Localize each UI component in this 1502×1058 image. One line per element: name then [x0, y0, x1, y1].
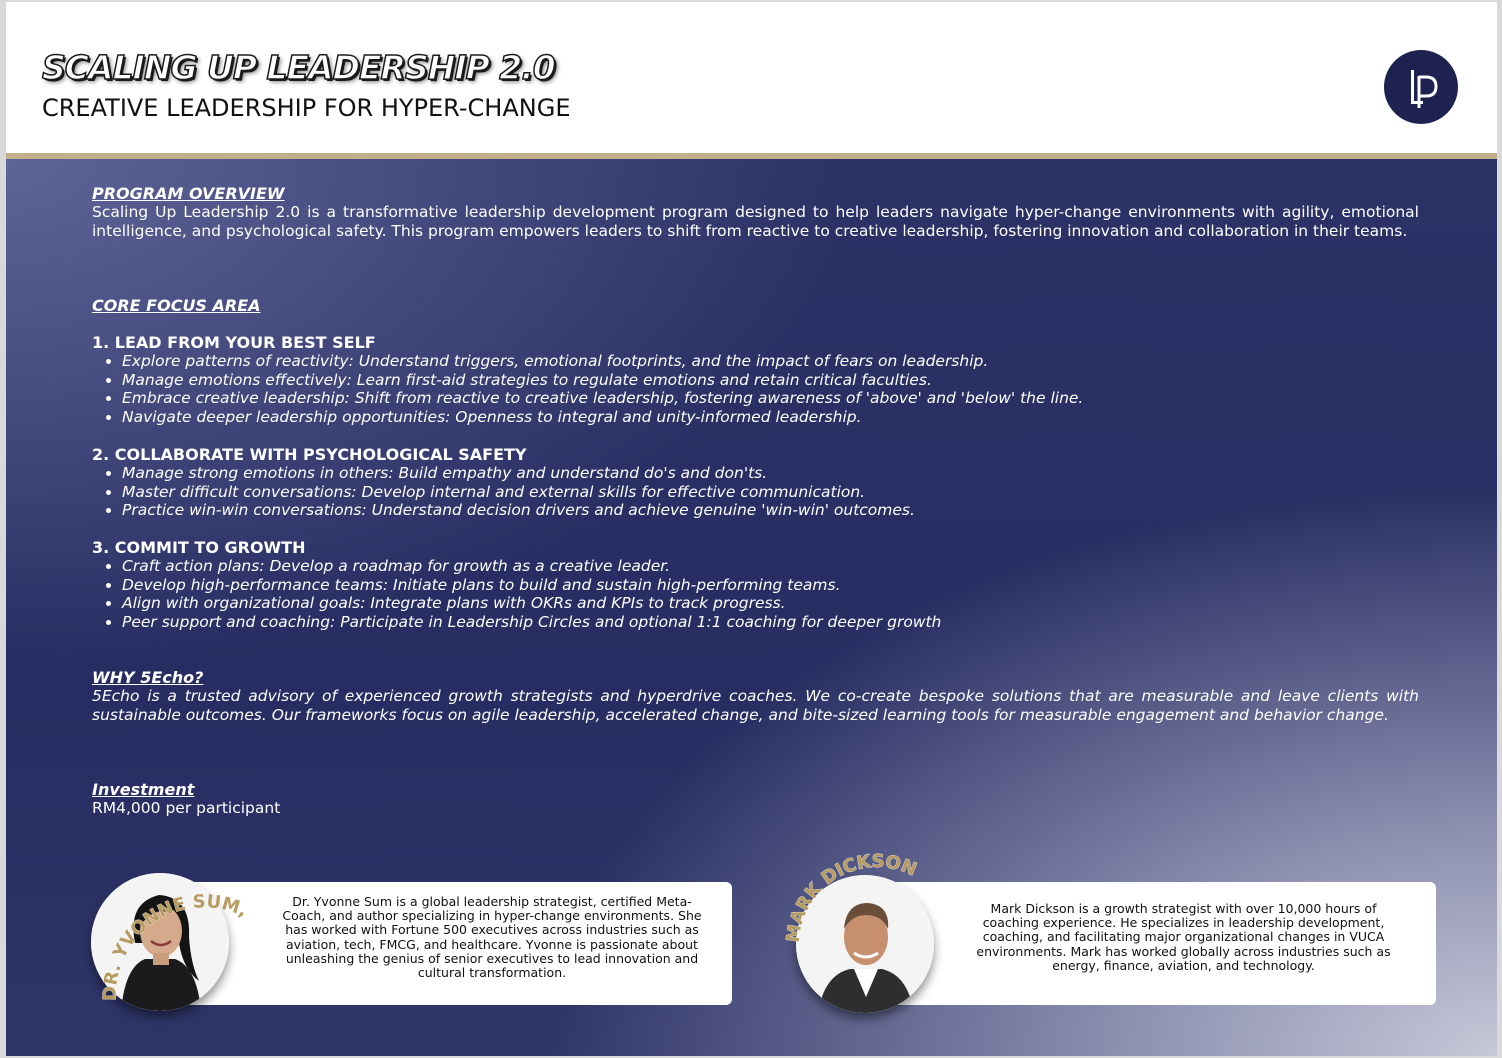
section-heading-why: WHY 5Echo? — [92, 668, 204, 687]
program-overview-section — [92, 184, 1419, 241]
coach-name-text: MARK DICKSON — [782, 851, 920, 944]
focus-item: • Navigate deeper leadership opportunities: Openness to integral and unity-informed leadership. — [122, 408, 1419, 427]
focus-item: • Explore patterns of reactivity: Understand triggers, emotional footprints, and the impact of fears on leadership. — [122, 352, 1419, 371]
page-title: SCALING UP LEADERSHIP 2.0 — [42, 48, 555, 87]
focus-item: • Manage emotions effectively: Learn first-aid strategies to regulate emotions and retain critical faculties. — [122, 371, 1419, 390]
investment-text: RM4,000 per participant — [92, 799, 281, 817]
focus-item: • Develop high-performance teams: Initiate plans to build and sustain high-performing teams. — [122, 576, 1419, 595]
svg-text:DR. YVONNE SUM, CSP, ACC — [49, 827, 257, 1001]
page-subtitle: CREATIVE LEADERSHIP FOR HYPER-CHANGE — [42, 94, 571, 122]
focus-area-title: 2. COLLABORATE WITH PSYCHOLOGICAL SAFETY — [92, 445, 527, 464]
focus-item: • Embrace creative leadership: Shift from reactive to creative leadership, fostering awareness of 'above' and 'below' the line. — [122, 389, 1419, 408]
focus-area-title: 3. COMMIT TO GROWTH — [92, 538, 306, 557]
focus-item: • Practice win-win conversations: Understand decision drivers and achieve genuine 'win-win' outcomes. — [122, 501, 1419, 520]
coach-card-mark — [891, 882, 1436, 1005]
focus-item: • Peer support and coaching: Participate in Leadership Circles and optional 1:1 coaching for deeper growth — [122, 613, 1419, 632]
coach-bio: Dr. Yvonne Sum is a global leadership strategist, certified Meta-Coach, and author specializing in hyper-change environments. She has worked with Fortune 500 executives across industries such as aviation, tech, FMCG, and healthcare. Yvonne is passionate about unleashing the genius of senior executives to lead innovation and cultural transformation. — [282, 894, 702, 981]
focus-item: • Align with organizational goals: Integrate plans with OKRs and KPIs to track progress. — [122, 594, 1419, 613]
section-heading-investment: Investment — [92, 780, 195, 799]
coach-name-yvonne — [49, 827, 276, 1023]
investment-section — [92, 780, 1419, 818]
focus-item: • Craft action plans: Develop a roadmap for growth as a creative leader. — [122, 557, 1419, 576]
focus-item: • Manage strong emotions in others: Build empathy and understand do's and don'ts. — [122, 464, 1419, 483]
header — [6, 2, 1497, 153]
section-heading-core-focus: CORE FOCUS AREA — [92, 296, 261, 315]
focus-area-title: 1. LEAD FROM YOUR BEST SELF — [92, 333, 376, 352]
focus-area-2 — [92, 445, 1419, 520]
svg-text:MARK DICKSON — [783, 851, 920, 944]
focus-item: • Master difficult conversations: Develop internal and external skills for effective communication. — [122, 483, 1419, 502]
why-section — [92, 668, 1419, 725]
why-text: 5Echo is a trusted advisory of experienced growth strategists and hyperdrive coaches. We co-create bespoke solutions that are measurable and leave clients with sustainable outcomes. Our frameworks focus on agile leadership, accelerated change, and bite-sized learning tools for measurable engagement and behavior change. — [92, 687, 1419, 724]
focus-area-3 — [92, 538, 1419, 632]
coach-name-mark — [771, 847, 971, 967]
focus-area-1 — [92, 333, 1419, 427]
brochure-page — [6, 2, 1497, 1056]
section-heading-overview: PROGRAM OVERVIEW — [92, 184, 285, 203]
content-panel — [6, 159, 1497, 1056]
coach-bio: Mark Dickson is a growth strategist with over 10,000 hours of coaching experience. He specializes in leadership development, coaching, and facilitating major organizational changes in VUCA environments. Mark has worked globally across industries such as energy, finance, aviation, and technology. — [976, 901, 1391, 973]
core-focus-section — [92, 296, 1419, 315]
overview-text: Scaling Up Leadership 2.0 is a transformative leadership development program designed to help leaders navigate hyper-change environments with agility, emotional intelligence, and psychological safety. This program empowers leaders to shift from reactive to creative leadership, fostering innovation and collaboration in their teams. — [92, 203, 1419, 240]
coach-name-text: DR. YVONNE SUM, CSP, ACC — [49, 827, 258, 1002]
lp-monogram-icon — [1384, 50, 1458, 124]
